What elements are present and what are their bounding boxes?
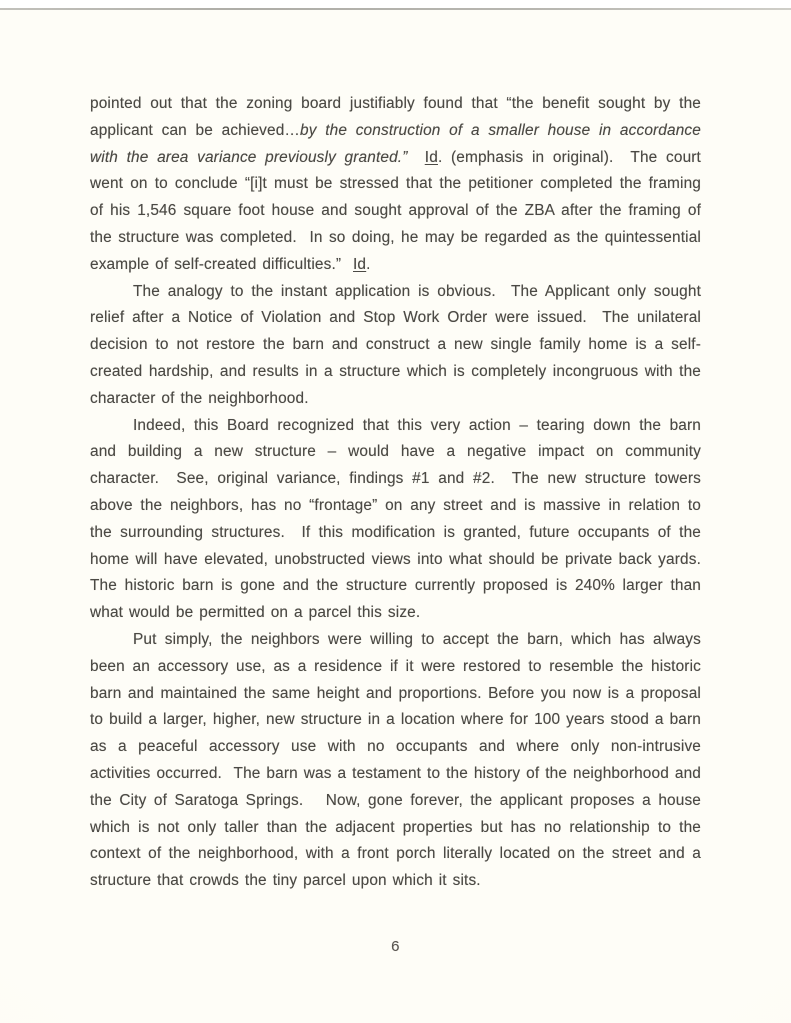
text-segment-normal: Indeed, this Board recognized that this very action – tearing down the barn and building a new structure – would have a negative impact on community character. See, original variance, findings #1 and #2. The new structure towers above the neighbors, has no “frontage” on any street and is massive in relation to the surrounding structures. If this modification is granted, future occupants of the home will have elevated, unobstructed views into what should be private back yards. The historic barn is gone and the structure currently proposed is 240% larger than what would be permitted on a parcel this size. (90, 416, 713, 622)
paragraph-3 (90, 413, 713, 627)
text-segment-normal (408, 149, 425, 166)
text-segment-underline: Id (424, 148, 438, 166)
text-segment-underline: Id (353, 255, 367, 273)
page-number: 6 (391, 938, 400, 955)
scanned-document-page (0, 10, 791, 1023)
text-segment-normal: . (emphasis in original). The court went on to conclude “[i]t must be stressed that the petitioner completed the framing of his 1,546 square foot house and sought approval of the ZBA after the framing of the structure was completed. In so doing, he may be regarded as the quintessential example of self-created difficulties.” (90, 148, 707, 273)
paragraph-2 (90, 279, 707, 413)
document-text-block (90, 91, 713, 895)
text-segment-normal: The analogy to the instant application is obvious. The Applicant only sought relief after a Notice of Violation and Stop Work Order were issued. The unilateral decision to not restore the barn and construct a new single family home is a self-created hardship, and results in a structure which is completely incongruous with the character of the neighborhood. (90, 282, 707, 407)
scan-top-strip (0, 0, 791, 8)
text-segment-normal: pointed out that the zoning board justifiably found that “the benefit sought by the applicant can be achieved… (90, 95, 707, 139)
text-segment-normal: Put simply, the neighbors were willing to accept the barn, which has always been an accessory use, as a residence if it were restored to resemble the historic barn and maintained the same height and proportions. Before you now is a proposal to build a larger, higher, new structure in a location where for 100 years stood a barn as a peaceful accessory use with no occupants and where only non-intrusive activities occurred. The barn was a testament to the history of the neighborhood and the City of Saratoga Springs. Now, gone forever, the applicant proposes a house which is not only taller than the adjacent properties but has no relationship to the context of the neighborhood, with a front porch literally located on the street and a structure that crowds the tiny parcel upon which it sits. (90, 630, 707, 890)
paragraph-4 (90, 627, 707, 895)
paragraph-1 (90, 91, 707, 279)
text-segment-normal: . (366, 255, 371, 273)
text-segment-italic: by the construction of a smaller house in accordance with the area variance previously granted.” (90, 121, 707, 166)
